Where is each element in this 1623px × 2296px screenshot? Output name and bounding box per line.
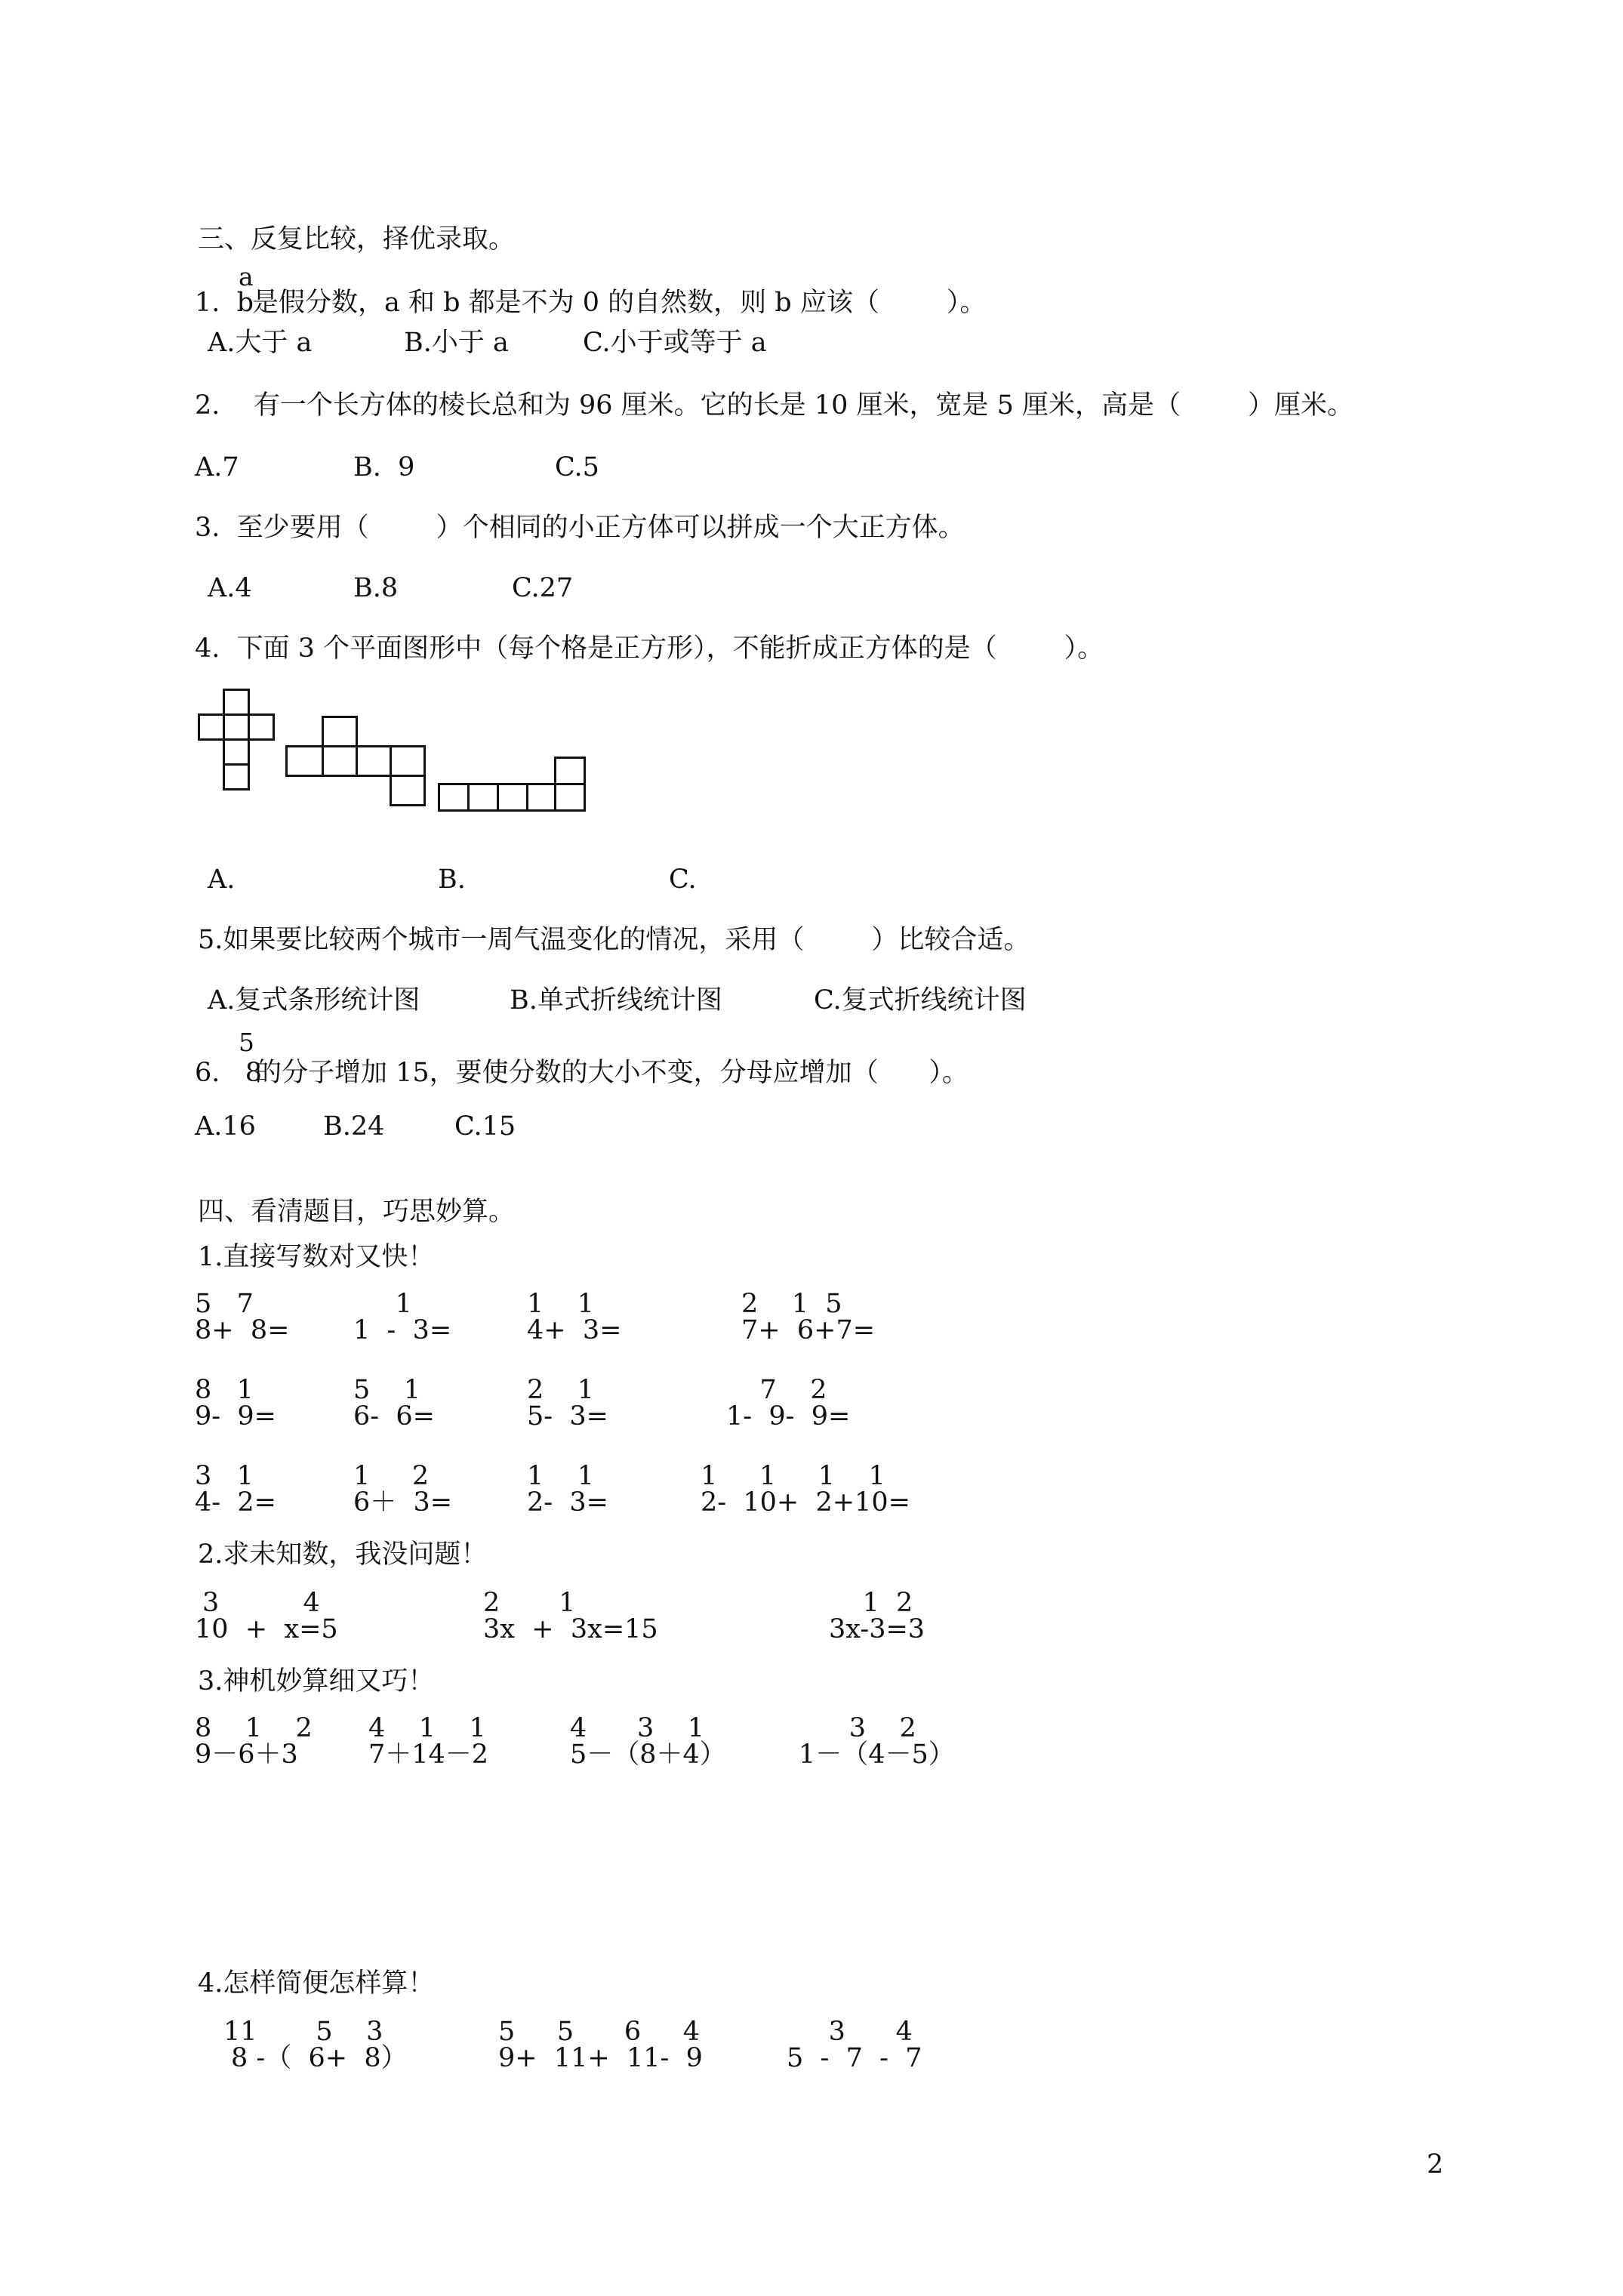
expr-3-2-top: 1 2 xyxy=(353,1461,430,1491)
expr-2-1-bottom: 9- 9= xyxy=(195,1401,276,1432)
equation-3-top: 1 2 xyxy=(829,1588,913,1618)
section-3-heading: 三、反复比较，择优录取。 xyxy=(198,224,516,254)
q4-text: 4. 下面 3 个平面图形中（每个格是正方形），不能折成正方体的是（ ）。 xyxy=(195,633,1104,664)
q5-option-a: A.复式条形统计图 xyxy=(208,985,420,1015)
expr-1-3-bottom: 4+ 3= xyxy=(527,1315,622,1345)
expr-3-4-bottom: 2- 10+ 2+10= xyxy=(701,1487,910,1518)
expr-1-3-top: 1 1 xyxy=(527,1289,595,1319)
q6-text: 的分子增加 15，要使分数的大小不变，分母应增加（ ）。 xyxy=(255,1058,969,1088)
q4-option-a: A. xyxy=(208,864,236,895)
calc-4-top: 3 2 xyxy=(799,1713,916,1743)
q3-text: 3. 至少要用（ ）个相同的小正方体可以拼成一个大正方体。 xyxy=(195,513,965,543)
expr-3-3-bottom: 2- 3= xyxy=(527,1487,608,1518)
expr-3-1-bottom: 4- 2= xyxy=(195,1487,276,1518)
page-number: 2 xyxy=(1427,2150,1444,2180)
equation-1-bottom: 10 + x=5 xyxy=(195,1614,338,1644)
expr-2-4-bottom: 1- 9- 9= xyxy=(726,1401,851,1432)
q3-option-b: B.8 xyxy=(353,573,399,603)
part-1-title: 1.直接写数对又快！ xyxy=(198,1242,435,1272)
equation-1-top: 3 4 xyxy=(202,1588,320,1618)
expr-2-2-bottom: 6- 6= xyxy=(353,1401,435,1432)
q6-option-a: A.16 xyxy=(195,1111,256,1142)
simplify-2-top: 5 5 6 4 xyxy=(498,2017,701,2047)
q2-text: 2. 有一个长方体的棱长总和为 96 厘米。它的长是 10 厘米，宽是 5 厘米，高是（ ）厘米。 xyxy=(195,390,1354,421)
part-2-title: 2.求未知数，我没问题！ xyxy=(198,1539,488,1570)
calc-2-top: 4 1 1 xyxy=(368,1713,486,1743)
part-3-title: 3.神机妙算细又巧！ xyxy=(198,1666,435,1697)
simplify-3-top: 3 4 xyxy=(787,2017,913,2047)
calc-1-top: 8 1 2 xyxy=(195,1713,313,1743)
q1-text: 是假分数，a 和 b 都是不为 0 的自然数，则 b 应该（ ）。 xyxy=(252,288,987,318)
expr-2-3-top: 2 1 xyxy=(527,1375,595,1405)
calc-3-top: 4 3 1 xyxy=(570,1713,705,1743)
simplify-1-top: 11 5 3 xyxy=(223,2017,383,2047)
q5-option-b: B.单式折线统计图 xyxy=(510,985,722,1015)
section-4-heading: 四、看清题目，巧思妙算。 xyxy=(198,1197,516,1227)
q2-option-b: B. 9 xyxy=(353,452,415,482)
q1-option-a: A.大于 a xyxy=(208,328,313,358)
q4-option-c: C. xyxy=(669,864,697,895)
expr-3-2-bottom: 6＋ 3= xyxy=(353,1487,453,1518)
q1-fraction-denominator: 1. b xyxy=(195,288,254,318)
q5-option-c: C.复式折线统计图 xyxy=(814,985,1027,1015)
q6-fraction-numerator: 5 xyxy=(239,1028,254,1057)
q6-option-c: C.15 xyxy=(454,1111,516,1142)
simplify-3-bottom: 5 - 7 - 7 xyxy=(787,2043,922,2073)
q1-option-b: B.小于 a xyxy=(404,328,509,358)
q2-option-c: C.5 xyxy=(555,452,599,482)
expr-1-2-top: 1 xyxy=(353,1289,412,1319)
q1-fraction-numerator: a xyxy=(239,262,254,291)
q6-fraction-denominator: 6. 8 xyxy=(195,1058,263,1088)
expr-3-1-top: 3 1 xyxy=(195,1461,254,1491)
q5-text: 5.如果要比较两个城市一周气温变化的情况，采用（ ）比较合适。 xyxy=(198,925,1030,955)
equation-2-bottom: 3x + 3x=15 xyxy=(483,1614,658,1644)
expr-2-4-top: 7 2 xyxy=(726,1375,827,1405)
equation-2-top: 2 1 xyxy=(483,1588,576,1618)
calc-4-bottom: 1－（4－5） xyxy=(799,1740,955,1770)
expr-3-4-top: 1 1 1 1 xyxy=(701,1461,885,1491)
expr-2-2-top: 5 1 xyxy=(353,1375,421,1405)
q4-option-b: B. xyxy=(438,864,466,895)
expr-1-4-top: 2 1 5 xyxy=(741,1289,842,1319)
equation-3-bottom: 3x-3=3 xyxy=(829,1614,925,1644)
expr-2-1-top: 8 1 xyxy=(195,1375,254,1405)
simplify-2-bottom: 9+ 11+ 11- 9 xyxy=(498,2043,703,2073)
part-4-title: 4.怎样简便怎样算！ xyxy=(198,1968,435,1999)
q3-option-c: C.27 xyxy=(512,573,574,603)
expr-1-1-top: 5 7 xyxy=(195,1289,254,1319)
q2-option-a: A.7 xyxy=(195,452,239,482)
expr-2-3-bottom: 5- 3= xyxy=(527,1401,608,1432)
expr-1-2-bottom: 1 - 3= xyxy=(353,1315,452,1345)
q3-option-a: A.4 xyxy=(208,573,252,603)
expr-1-1-bottom: 8+ 8= xyxy=(195,1315,290,1345)
calc-1-bottom: 9－6＋3 xyxy=(195,1740,298,1770)
expr-1-4-bottom: 7+ 6+7= xyxy=(741,1315,876,1345)
q6-option-b: B.24 xyxy=(323,1111,385,1142)
q1-option-c: C.小于或等于 a xyxy=(583,328,767,358)
calc-2-bottom: 7＋14－2 xyxy=(368,1740,489,1770)
simplify-1-bottom: 8 -（ 6+ 8） xyxy=(231,2043,408,2073)
expr-3-3-top: 1 1 xyxy=(527,1461,595,1491)
calc-3-bottom: 5－（8＋4） xyxy=(570,1740,726,1770)
